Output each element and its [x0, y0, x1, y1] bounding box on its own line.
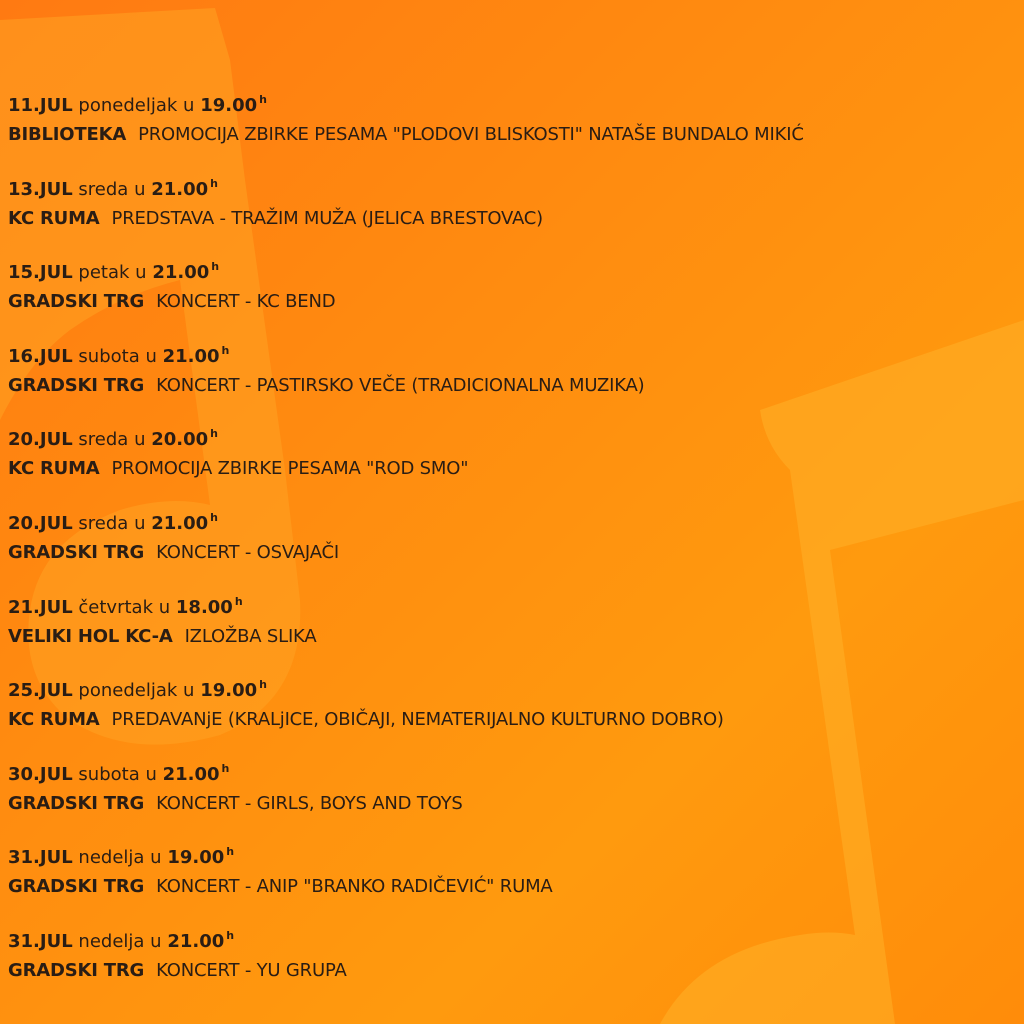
- event-day: sreda: [78, 178, 129, 200]
- event-u: u: [183, 680, 195, 702]
- event-hour-mark: h: [259, 93, 267, 106]
- event-description: KONCERT - OSVAJAČI: [156, 541, 339, 563]
- event-u: u: [134, 429, 146, 451]
- event-date: 20.JUL: [8, 512, 73, 534]
- event-date: 25.JUL: [8, 680, 73, 702]
- list-item: [8, 86, 1018, 170]
- event-venue: GRADSKI TRG: [8, 541, 145, 563]
- event-when: [8, 671, 1018, 705]
- event-description: PROMOCIJA ZBIRKE PESAMA "PLODOVI BLISKOSTI" NATAŠE BUNDALO MIKIĆ: [138, 124, 804, 145]
- event-u: u: [150, 930, 162, 952]
- event-venue: GRADSKI TRG: [8, 876, 145, 898]
- event-what: [8, 454, 1018, 484]
- event-what: [8, 622, 1018, 652]
- event-venue: VELIKI HOL KC-A: [8, 625, 173, 647]
- event-date: 20.JUL: [8, 429, 73, 451]
- event-when: [8, 588, 1018, 622]
- event-date: 11.JUL: [8, 95, 73, 116]
- event-what: [8, 538, 1018, 568]
- event-date: 21.JUL: [8, 596, 73, 618]
- event-description: KONCERT - GIRLS, BOYS AND TOYS: [156, 792, 463, 814]
- event-venue: KC RUMA: [8, 709, 100, 731]
- event-u: u: [134, 512, 146, 534]
- event-time: 19.00: [200, 680, 258, 702]
- event-day: sreda: [78, 512, 129, 534]
- event-when: [8, 504, 1018, 538]
- event-hour-mark: h: [226, 928, 235, 942]
- event-description: PROMOCIJA ZBIRKE PESAMA "ROD SMO": [111, 458, 469, 480]
- event-list: [8, 86, 1018, 1006]
- list-item: [8, 170, 1018, 254]
- event-when: [8, 170, 1018, 204]
- event-time: 21.00: [151, 512, 209, 534]
- event-description: KONCERT - PASTIRSKO VEČE (TRADICIONALNA MUZIKA): [156, 374, 645, 396]
- event-time: 19.00: [200, 95, 258, 116]
- event-day: ponedeljak: [78, 680, 178, 702]
- event-u: u: [150, 847, 162, 869]
- event-what: [8, 371, 1018, 401]
- event-hour-mark: h: [234, 594, 243, 608]
- event-day: četvrtak: [78, 596, 153, 618]
- event-day: subota: [78, 763, 140, 785]
- event-when: [8, 420, 1018, 454]
- event-time: 21.00: [152, 262, 210, 284]
- event-what: [8, 956, 1018, 986]
- event-venue: GRADSKI TRG: [8, 374, 145, 396]
- event-u: u: [158, 596, 171, 618]
- event-day: subota: [78, 345, 140, 367]
- list-item: [8, 755, 1018, 839]
- event-what: [8, 789, 1018, 819]
- event-day: sreda: [78, 429, 129, 451]
- list-item: [8, 671, 1018, 755]
- list-item: [8, 838, 1018, 922]
- event-venue: KC RUMA: [8, 207, 100, 229]
- event-hour-mark: h: [210, 176, 218, 190]
- event-when: [8, 253, 1018, 287]
- list-item: [8, 337, 1018, 421]
- event-when: [8, 86, 1018, 120]
- event-time: 19.00: [167, 847, 225, 869]
- event-what: [8, 872, 1018, 902]
- event-time: 20.00: [151, 429, 209, 451]
- event-description: KONCERT - ANIP "BRANKO RADIČEVIĆ" RUMA: [156, 876, 553, 898]
- event-date: 31.JUL: [8, 847, 73, 869]
- event-hour-mark: h: [210, 510, 218, 524]
- list-item: [8, 922, 1018, 1006]
- event-time: 21.00: [167, 930, 225, 952]
- event-what: [8, 705, 1018, 735]
- event-u: u: [134, 178, 146, 200]
- list-item: [8, 504, 1018, 588]
- event-description: PREDAVANjE (KRALjICE, OBIČAJI, NEMATERIJALNO KULTURNO DOBRO): [111, 709, 724, 731]
- event-day: nedelja: [78, 930, 145, 952]
- event-venue: BIBLIOTEKA: [8, 124, 127, 145]
- event-time: 18.00: [175, 596, 233, 618]
- event-hour-mark: h: [226, 845, 235, 859]
- event-venue: KC RUMA: [8, 458, 100, 480]
- event-hour-mark: h: [259, 678, 267, 692]
- list-item: [8, 253, 1018, 337]
- event-u: u: [145, 763, 157, 785]
- event-what: [8, 204, 1018, 234]
- event-when: [8, 755, 1018, 789]
- event-u: u: [183, 95, 195, 116]
- event-day: ponedeljak: [78, 95, 178, 116]
- event-venue: GRADSKI TRG: [8, 291, 145, 313]
- event-hour-mark: h: [221, 761, 230, 775]
- event-date: 31.JUL: [8, 930, 73, 952]
- event-when: [8, 838, 1018, 872]
- event-time: 21.00: [162, 763, 220, 785]
- event-hour-mark: h: [210, 427, 218, 441]
- event-description: KONCERT - YU GRUPA: [156, 959, 347, 981]
- event-date: 15.JUL: [8, 262, 73, 284]
- event-description: IZLOŽBA SLIKA: [184, 625, 317, 647]
- event-what: [8, 287, 1018, 317]
- event-time: 21.00: [162, 345, 220, 367]
- event-date: 16.JUL: [8, 345, 73, 367]
- event-date: 13.JUL: [8, 178, 73, 200]
- event-time: 21.00: [151, 178, 209, 200]
- event-when: [8, 337, 1018, 371]
- event-u: u: [145, 345, 157, 367]
- event-description: KONCERT - KC BEND: [156, 291, 336, 313]
- event-day: nedelja: [78, 847, 145, 869]
- event-day: petak: [78, 262, 130, 284]
- event-date: 30.JUL: [8, 763, 73, 785]
- event-u: u: [135, 262, 147, 284]
- list-item: [8, 420, 1018, 504]
- event-venue: GRADSKI TRG: [8, 792, 145, 814]
- event-hour-mark: h: [221, 343, 230, 357]
- list-item: [8, 588, 1018, 672]
- event-hour-mark: h: [211, 260, 220, 274]
- event-when: [8, 922, 1018, 956]
- event-venue: GRADSKI TRG: [8, 959, 145, 981]
- event-what: [8, 120, 1018, 150]
- event-description: PREDSTAVA - TRAŽIM MUŽA (JELICA BRESTOVAC): [111, 207, 543, 229]
